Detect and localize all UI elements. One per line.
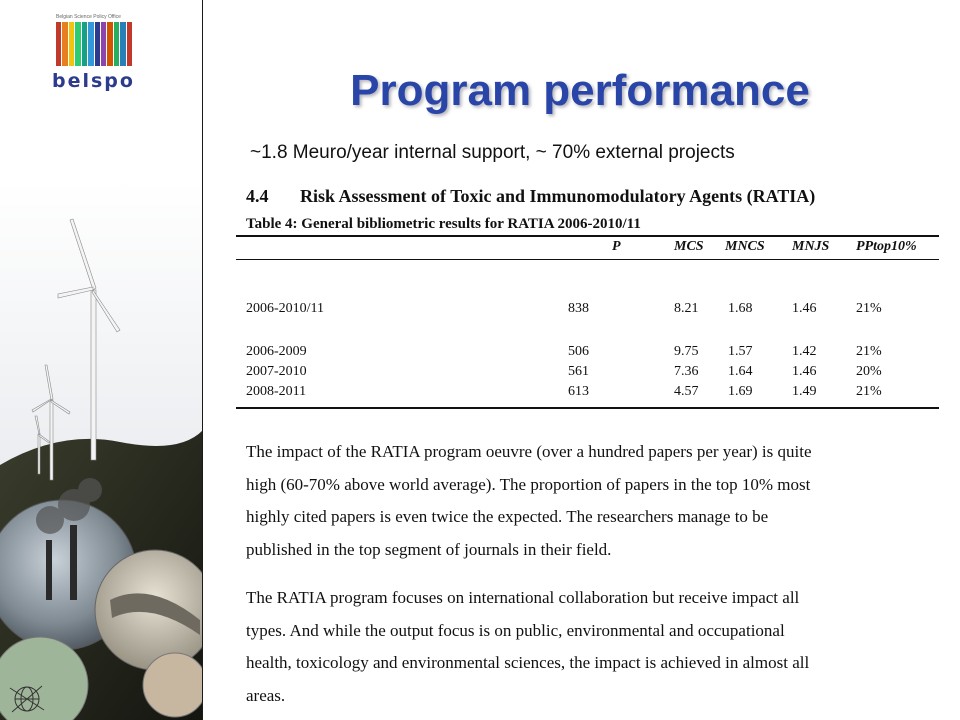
table-cell: 4.57 [674,384,699,399]
logo-color-bar [127,22,132,66]
table-row [236,344,939,364]
table-cell: 8.21 [674,301,699,316]
paragraph-line: high (60-70% above world average). The proportion of papers in the top 10% most [246,474,811,494]
logo-color-bar [75,22,80,66]
table-cell: 1.57 [728,344,753,359]
logo-color-bar [56,22,61,66]
table-cell: 20% [856,364,882,379]
table-cell: 838 [568,301,589,316]
table-cell: 2006-2009 [246,344,307,359]
table-cell: 1.64 [728,364,753,379]
section-number: 4.4 [246,186,269,206]
section-title: Risk Assessment of Toxic and Immunomodulatory Agents (RATIA) [300,186,816,206]
bibliometric-table [236,235,939,409]
collaboration-paragraph [246,582,936,712]
paragraph-line: health, toxicology and environmental sciences, the impact is achieved in almost all [246,653,810,672]
paragraph-line: highly cited papers is even twice the expected. The researchers manage to be [246,507,769,526]
table-cell: 2006-2010/11 [246,301,325,316]
logo-color-bar [114,22,119,66]
logo-color-bar [82,22,87,66]
slide-subtitle: ~1.8 Meuro/year internal support, ~ 70% external projects [250,142,735,163]
belspo-logo [50,14,140,94]
logo-tagline: Belgian Science Policy Office [56,14,121,20]
table-header-cell: MNJS [792,239,830,254]
table-cell: 21% [856,384,882,399]
table-cell: 1.46 [792,364,817,379]
logo-color-bars [56,22,132,66]
logo-wordmark: belspo [52,70,135,92]
table-cell: 1.68 [728,301,753,316]
logo-color-bar [95,22,100,66]
table-caption: Table 4: General bibliometric results for RATIA 2006-2010/11 [246,216,641,232]
slide-title: Program performance [350,66,810,115]
table-cell: 9.75 [674,344,699,359]
table-cell: 21% [856,301,882,316]
logo-color-bar [101,22,106,66]
table-header-cell: MCS [674,239,704,254]
wind-turbine-collage [0,180,203,720]
table-row [236,301,939,321]
table-cell: 1.69 [728,384,753,399]
table-cell: 21% [856,344,882,359]
table-cell: 506 [568,344,589,359]
logo-color-bar [62,22,67,66]
table-cell: 1.46 [792,301,817,316]
table-header-cell: P [612,239,621,254]
table-row [236,364,939,384]
logo-color-bar [88,22,93,66]
paragraph-line: areas. [246,685,286,705]
network-globe-icon [8,682,46,716]
table-cell: 561 [568,364,589,379]
logo-color-bar [120,22,125,66]
table-header-row [236,237,939,260]
table-header-cell: MNCS [725,239,765,254]
table-header-cell: PPtop10% [856,239,917,254]
side-panel [0,0,203,720]
table-cell: 1.42 [792,344,817,359]
table-cell: 2008-2011 [246,384,307,399]
paragraph-line: types. And while the output focus is on public, environmental and occupational [246,620,785,640]
logo-color-bar [107,22,112,66]
logo-color-bar [69,22,74,66]
paragraph-line: published in the top segment of journals in their field. [246,539,612,559]
table-cell: 613 [568,384,589,399]
paragraph-line: The impact of the RATIA program oeuvre (over a hundred papers per year) is quite [246,442,812,461]
section-heading [246,186,815,207]
table-cell: 2007-2010 [246,364,307,379]
table-row [236,384,939,404]
panel-divider [202,0,203,720]
table-cell: 1.49 [792,384,817,399]
table-cell: 7.36 [674,364,699,379]
impact-paragraph [246,436,936,566]
paragraph-line: The RATIA program focuses on international collaboration but receive impact all [246,588,800,607]
